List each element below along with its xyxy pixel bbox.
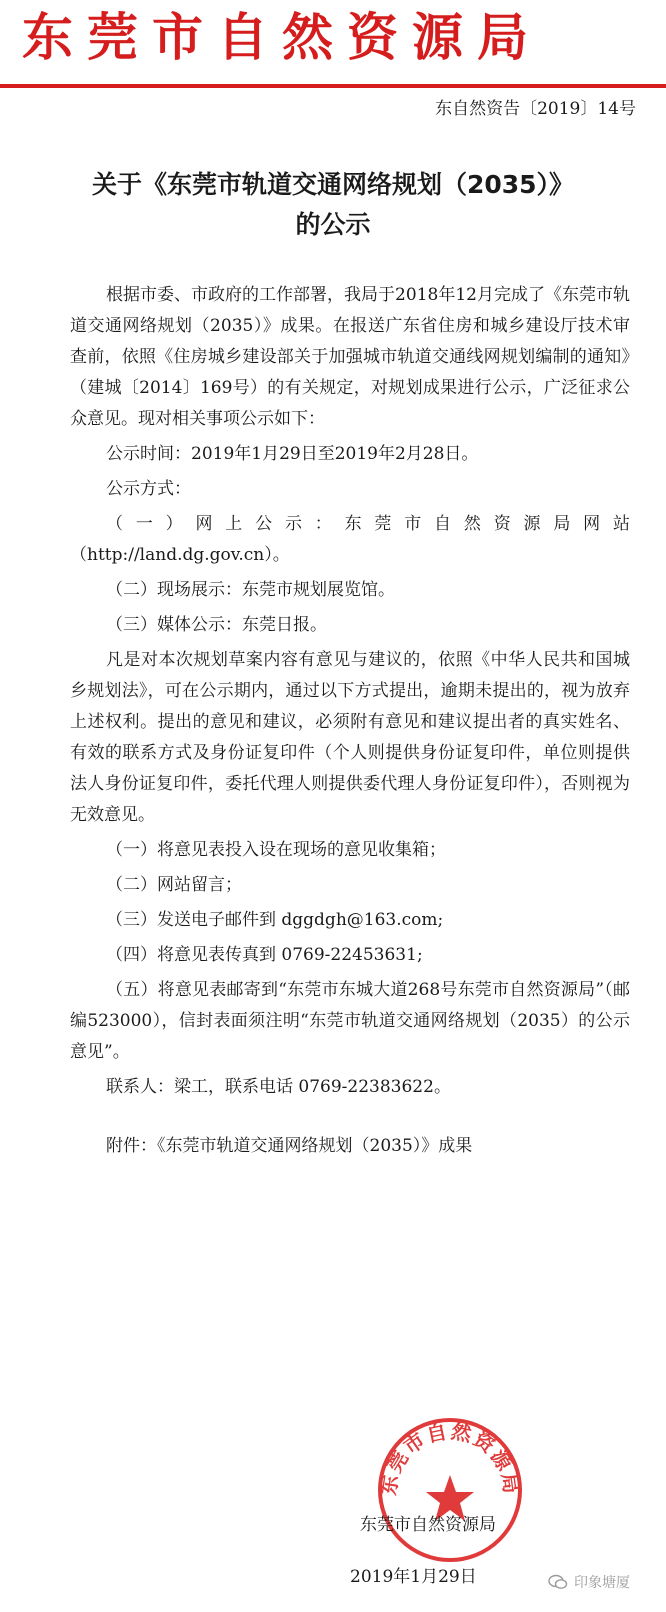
svg-text:东莞市自然资源局: 东莞市自然资源局 [376,1418,524,1497]
channel-box: （一）将意见表投入设在现场的意见收集箱； [106,840,446,860]
letterhead-title: 东莞市自然资源局 [22,9,543,68]
signing-organization: 东莞市自然资源局 [360,1515,496,1535]
method-media: （三）媒体公示：东莞日报。 [106,615,327,635]
methods-heading: 公示方式： [106,479,191,499]
wechat-chat-icon [548,1574,568,1590]
method-onsite: （二）现场展示：东莞市规划展览馆。 [106,580,395,600]
method-online: （一）网上公示：东莞市自然资源局网站（http://land.dg.gov.cn）。 [70,514,630,565]
signing-date: 2019年1月29日 [350,1567,477,1587]
period-paragraph: 公示时间：2019年1月29日至2019年2月28日。 [106,444,479,464]
title-line-1: 关于《东莞市轨道交通网络规划（2035）》 [91,170,575,199]
opinion-paragraph: 凡是对本次规划草案内容有意见与建议的，依照《中华人民共和国城乡规划法》，可在公示期内，通过以下方式提出，逾期未提出的，视为放弃上述权利。提出的意见和建议，必须附有意见和建议提出者的真实姓名、有效的联系方式及身份证复印件（个人则提供身份证复印件，单位则提供法人身份证复印件，委托代理人则提供委代理人身份证复印件），否则视为无效意见。 [70,650,630,825]
intro-paragraph: 根据市委、市政府的工作部署，我局于2018年12月完成了《东莞市轨道交通网络规划（2035）》成果。在报送广东省住房和城乡建设厅技术审查前，依照《住房城乡建设部关于加强城市轨道交通线网规划编制的通知》（建城〔2014〕169号）的有关规定，对规划成果进行公示，广泛征求公众意见。现对相关事项公示如下： [70,285,630,429]
red-divider [0,84,666,88]
official-seal [375,1415,525,1565]
watermark-text: 印象塘厦 [574,1575,630,1591]
notice-body [70,280,630,1162]
title-line-2: 的公示 [295,210,371,239]
channel-fax: （四）将意见表传真到 0769-22453631; [106,945,423,965]
channel-email: （三）发送电子邮件到 dggdgh@163.com; [106,910,444,930]
document-number: 东自然资告〔2019〕14号 [435,99,636,119]
channel-website: （二）网站留言； [106,875,242,895]
channel-mail: （五）将意见表邮寄到“东莞市东城大道268号东莞市自然资源局”（邮编523000），信封表面须注明“东莞市轨道交通网络规划（2035）的公示意见”。 [70,980,630,1062]
watermark [548,1572,630,1592]
notice-title [0,165,666,245]
attachment-line: 附件：《东莞市轨道交通网络规划（2035）》成果 [106,1136,473,1156]
contact-line: 联系人：梁工，联系电话 0769-22383622。 [106,1077,451,1097]
